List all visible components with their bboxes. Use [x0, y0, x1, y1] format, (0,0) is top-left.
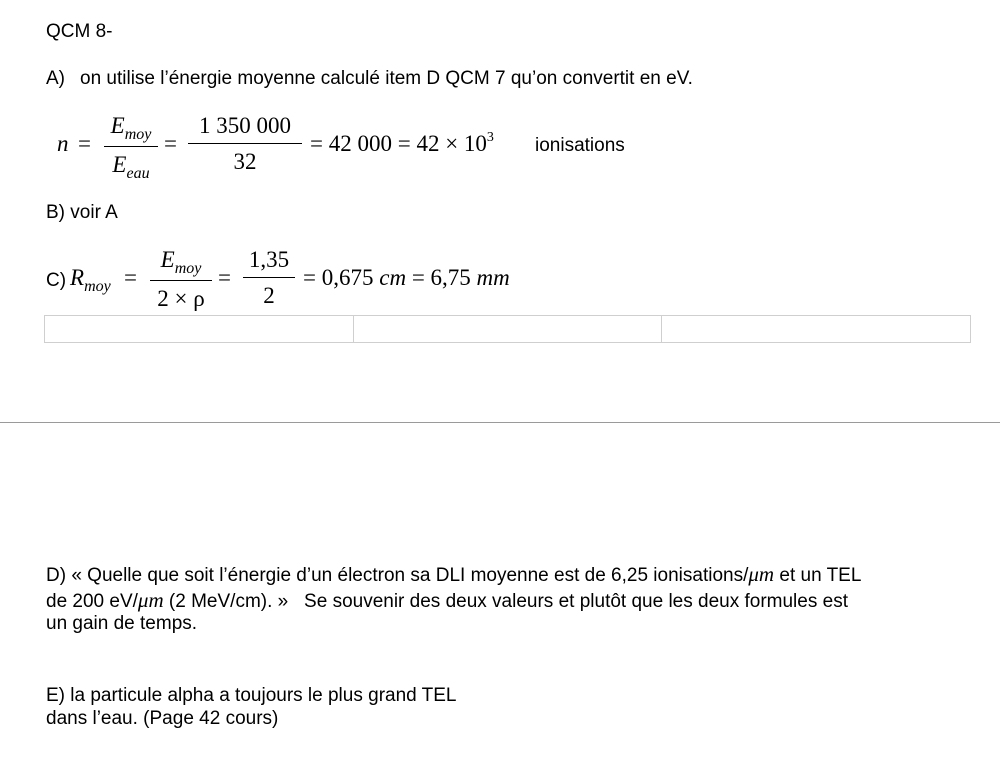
item-a-text: on utilise l’énergie moyenne calculé item D QCM 7 qu’on convertit en eV.	[80, 68, 693, 89]
formula-c-fraction-2	[243, 245, 295, 311]
table-cell[interactable]	[354, 316, 663, 342]
frac-a1-den-var: E	[112, 152, 127, 177]
formula-c-unit-1: cm	[379, 265, 407, 290]
page-title: QCM 8-	[46, 21, 113, 42]
frac-a2-den: 32	[233, 149, 257, 174]
item-d-line-1	[46, 562, 976, 588]
item-d-mu-unit-2: μm	[137, 588, 164, 612]
item-e-line-2: dans l’eau. (Page 42 cours)	[46, 708, 279, 729]
frac-c1-den: 2 × ρ	[157, 286, 205, 311]
item-e-line-1: E) la particule alpha a toujours le plus grand TEL	[46, 685, 457, 706]
formula-c-unit-2: mm	[476, 265, 510, 290]
formula-a-eq1: =	[78, 131, 91, 156]
frac-c1-num-sub: moy	[174, 260, 202, 277]
formula-c-lhs-sub: moy	[84, 278, 111, 295]
formula-c-lhs-var: R	[70, 265, 85, 290]
formula-c-result	[303, 265, 510, 291]
item-a-label: A)	[46, 68, 65, 89]
formula-c-eq2: =	[218, 265, 231, 290]
item-d-line1-before: D) « Quelle que soit l’énergie d’un électron sa DLI moyenne est de 6,25 ionisations/	[46, 565, 749, 586]
item-d-line-2	[46, 588, 976, 614]
item-c-label: C)	[46, 270, 67, 291]
frac-a1-num-sub: moy	[124, 126, 152, 143]
formula-c-fraction-1	[150, 245, 212, 314]
formula-a-rest: = 42 000 = 42 × 10	[310, 131, 487, 156]
formula-c-result-1: = 0,675	[303, 265, 374, 290]
formula-a-lhs: n	[57, 131, 69, 156]
item-d-line-3: un gain de temps.	[46, 613, 198, 634]
item-b-text: B) voir A	[46, 202, 118, 223]
item-d-line1-after: et un TEL	[774, 565, 862, 586]
formula-c-lhs	[70, 265, 111, 295]
frac-a1-den-sub: eau	[126, 165, 150, 182]
formula-c-eq1: =	[124, 265, 137, 290]
formula-a-exponent: 3	[486, 130, 494, 145]
item-d-line2-before: de 200 eV/	[46, 591, 138, 612]
frac-c1-num-var: E	[160, 247, 175, 272]
formula-a-fraction-1	[104, 111, 158, 183]
item-e-paragraph	[46, 684, 457, 730]
item-d-line2-after: (2 MeV/cm). » Se souvenir des deux valeurs et plutôt que les deux formules est	[163, 591, 848, 612]
page-divider	[0, 422, 1000, 423]
frac-a1-num-var: E	[110, 113, 125, 138]
frac-c2-num: 1,35	[248, 247, 290, 272]
formula-c-result-2: = 6,75	[411, 265, 471, 290]
formula-a-result	[310, 131, 494, 157]
table-cell[interactable]	[662, 316, 970, 342]
item-d-mu-unit: μm	[748, 562, 775, 586]
formula-a-eq2: =	[164, 131, 177, 156]
table-cell[interactable]	[45, 316, 354, 342]
frac-a2-num: 1 350 000	[199, 113, 291, 138]
frac-c2-den: 2	[263, 283, 275, 308]
item-d-paragraph	[46, 562, 976, 634]
empty-table-row	[44, 315, 971, 343]
formula-a-fraction-2	[188, 111, 302, 177]
formula-a-unit: ionisations	[535, 135, 625, 156]
